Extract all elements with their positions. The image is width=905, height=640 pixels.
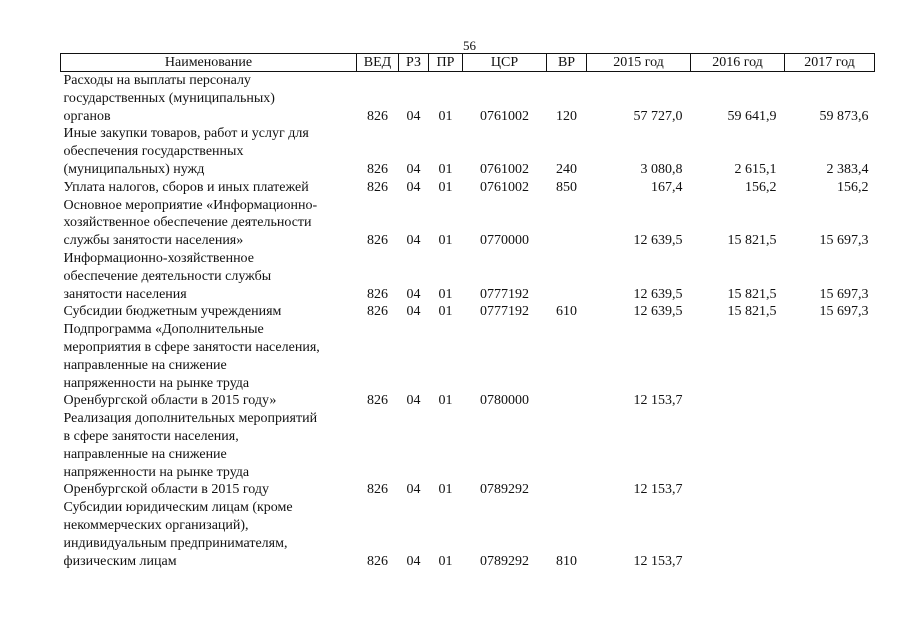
cell-y2015: 167,4: [651, 179, 683, 195]
page-number: 56: [463, 38, 476, 53]
cell-vr: 850: [556, 179, 577, 195]
cell-csr: 0761002: [480, 108, 529, 124]
cell-y2017: [785, 499, 875, 570]
cell-y2016: 15 821,5: [727, 286, 777, 302]
cell-pr: 01: [438, 553, 453, 569]
cell-rz: 04: [406, 108, 421, 124]
cell-vr: 610: [556, 304, 577, 320]
header-rz: РЗ: [399, 54, 429, 72]
row-name-line: мероприятия в сфере занятости населения,: [63, 339, 320, 355]
cell-vr: [547, 321, 587, 410]
cell-ved: 826: [367, 161, 388, 177]
cell-rz: 04: [406, 304, 421, 320]
row-name: [61, 197, 357, 250]
cell-y2015: 12 153,7: [633, 553, 683, 569]
cell-csr: 0761002: [480, 179, 529, 195]
cell-vr: [547, 250, 587, 303]
header-csr: ЦСР: [463, 54, 547, 72]
row-name-line: Расходы на выплаты персоналу: [63, 73, 251, 88]
table-row: [61, 72, 875, 126]
header-ved: ВЕД: [357, 54, 399, 72]
cell-rz: 04: [406, 233, 421, 249]
header-name: Наименование: [61, 54, 357, 72]
cell-csr: 0777192: [480, 286, 529, 302]
cell-rz: 04: [406, 553, 421, 569]
cell-ved: 826: [367, 286, 388, 302]
cell-csr: 0770000: [480, 233, 529, 249]
row-name-line: некоммерческих организаций),: [63, 517, 249, 533]
cell-y2017: 2 383,4: [826, 161, 869, 177]
cell-vr: 240: [556, 161, 577, 177]
cell-pr: 01: [438, 304, 453, 320]
table-row: [61, 303, 875, 321]
row-name: [61, 125, 357, 178]
cell-y2015: 12 639,5: [633, 233, 683, 249]
cell-vr: 810: [556, 553, 577, 569]
cell-y2017: 15 697,3: [819, 233, 869, 249]
table-row: [61, 410, 875, 499]
table-row: [61, 250, 875, 303]
header-pr: ПР: [429, 54, 463, 72]
cell-y2017: 156,2: [837, 179, 869, 195]
cell-pr: 01: [438, 393, 453, 409]
table-header: [61, 54, 875, 72]
cell-csr: 0761002: [480, 161, 529, 177]
row-name-line: государственных (муниципальных): [63, 90, 275, 106]
row-name-line: Иные закупки товаров, работ и услуг для: [63, 126, 309, 142]
cell-rz: 04: [406, 393, 421, 409]
row-name-line: службы занятости населения»: [63, 233, 244, 249]
cell-ved: 826: [367, 553, 388, 569]
cell-ved: 826: [367, 393, 388, 409]
cell-rz: 04: [406, 482, 421, 498]
row-name-line: физическим лицам: [63, 553, 177, 569]
row-name-line: Субсидии бюджетным учреждениям: [63, 304, 282, 320]
cell-y2015: 12 639,5: [633, 286, 683, 302]
cell-y2016: [691, 321, 785, 410]
cell-csr: 0789292: [480, 553, 529, 569]
table-row: [61, 321, 875, 410]
row-name-line: Подпрограмма «Дополнительные: [63, 322, 264, 338]
cell-y2016: 59 641,9: [727, 108, 777, 124]
cell-ved: 826: [367, 179, 388, 195]
cell-ved: 826: [367, 233, 388, 249]
cell-rz: 04: [406, 161, 421, 177]
budget-table: [60, 53, 875, 570]
table-body: [61, 72, 875, 571]
cell-vr: [547, 197, 587, 250]
cell-y2015: 57 727,0: [633, 108, 683, 124]
cell-y2015: 12 153,7: [633, 482, 683, 498]
row-name-line: обеспечения государственных: [63, 144, 244, 160]
header-2017: 2017 год: [785, 54, 875, 72]
cell-y2015: 3 080,8: [640, 161, 683, 177]
row-name-line: напряженности на рынке труда: [63, 464, 250, 480]
row-name-line: органов: [63, 108, 111, 124]
row-name-line: Уплата налогов, сборов и иных платежей: [63, 179, 309, 195]
row-name-line: хозяйственное обеспечение деятельности: [63, 215, 312, 231]
cell-vr: 120: [556, 108, 577, 124]
cell-csr: 0780000: [480, 393, 529, 409]
cell-ved: 826: [367, 304, 388, 320]
cell-pr: 01: [438, 161, 453, 177]
table-row: [61, 125, 875, 178]
row-name: [61, 321, 357, 410]
cell-rz: 04: [406, 179, 421, 195]
row-name-line: в сфере занятости населения,: [63, 428, 239, 444]
row-name: [61, 410, 357, 499]
cell-pr: 01: [438, 482, 453, 498]
row-name-line: (муниципальных) нужд: [63, 161, 205, 177]
cell-y2017: [785, 321, 875, 410]
cell-y2016: 2 615,1: [734, 161, 777, 177]
row-name: [61, 499, 357, 570]
row-name: [61, 250, 357, 303]
cell-y2016: [691, 410, 785, 499]
cell-pr: 01: [438, 233, 453, 249]
cell-y2017: 59 873,6: [819, 108, 869, 124]
header-vr: ВР: [547, 54, 587, 72]
row-name-line: напряженности на рынке труда: [63, 375, 250, 391]
row-name: [61, 72, 357, 126]
cell-pr: 01: [438, 286, 453, 302]
row-name-line: Реализация дополнительных мероприятий: [63, 411, 318, 427]
row-name-line: Оренбургской области в 2015 году»: [63, 393, 277, 409]
cell-csr: 0789292: [480, 482, 529, 498]
cell-y2016: 156,2: [745, 179, 777, 195]
row-name-line: направленные на снижение: [63, 357, 227, 373]
header-2015: 2015 год: [587, 54, 691, 72]
cell-y2017: 15 697,3: [819, 304, 869, 320]
row-name-line: индивидуальным предпринимателям,: [63, 535, 288, 551]
cell-vr: [547, 410, 587, 499]
cell-y2017: [785, 410, 875, 499]
header-row: [61, 54, 875, 72]
row-name-line: Информационно-хозяйственное: [63, 250, 254, 266]
row-name: [61, 303, 357, 321]
row-name-line: Оренбургской области в 2015 году: [63, 482, 269, 498]
row-name: [61, 179, 357, 197]
cell-y2015: 12 639,5: [633, 304, 683, 320]
header-2016: 2016 год: [691, 54, 785, 72]
row-name-line: направленные на снижение: [63, 446, 227, 462]
cell-ved: 826: [367, 482, 388, 498]
table-row: [61, 197, 875, 250]
cell-y2016: 15 821,5: [727, 233, 777, 249]
cell-pr: 01: [438, 108, 453, 124]
cell-pr: 01: [438, 179, 453, 195]
row-name-line: Основное мероприятие «Информационно-: [63, 197, 318, 213]
table-row: [61, 179, 875, 197]
cell-csr: 0777192: [480, 304, 529, 320]
cell-y2016: 15 821,5: [727, 304, 777, 320]
cell-rz: 04: [406, 286, 421, 302]
table-row: [61, 499, 875, 570]
row-name-line: занятости населения: [63, 286, 187, 302]
row-name-line: обеспечение деятельности службы: [63, 268, 272, 284]
row-name-line: Субсидии юридическим лицам (кроме: [63, 500, 293, 516]
cell-y2016: [691, 499, 785, 570]
cell-ved: 826: [367, 108, 388, 124]
cell-y2017: 15 697,3: [819, 286, 869, 302]
cell-y2015: 12 153,7: [633, 393, 683, 409]
